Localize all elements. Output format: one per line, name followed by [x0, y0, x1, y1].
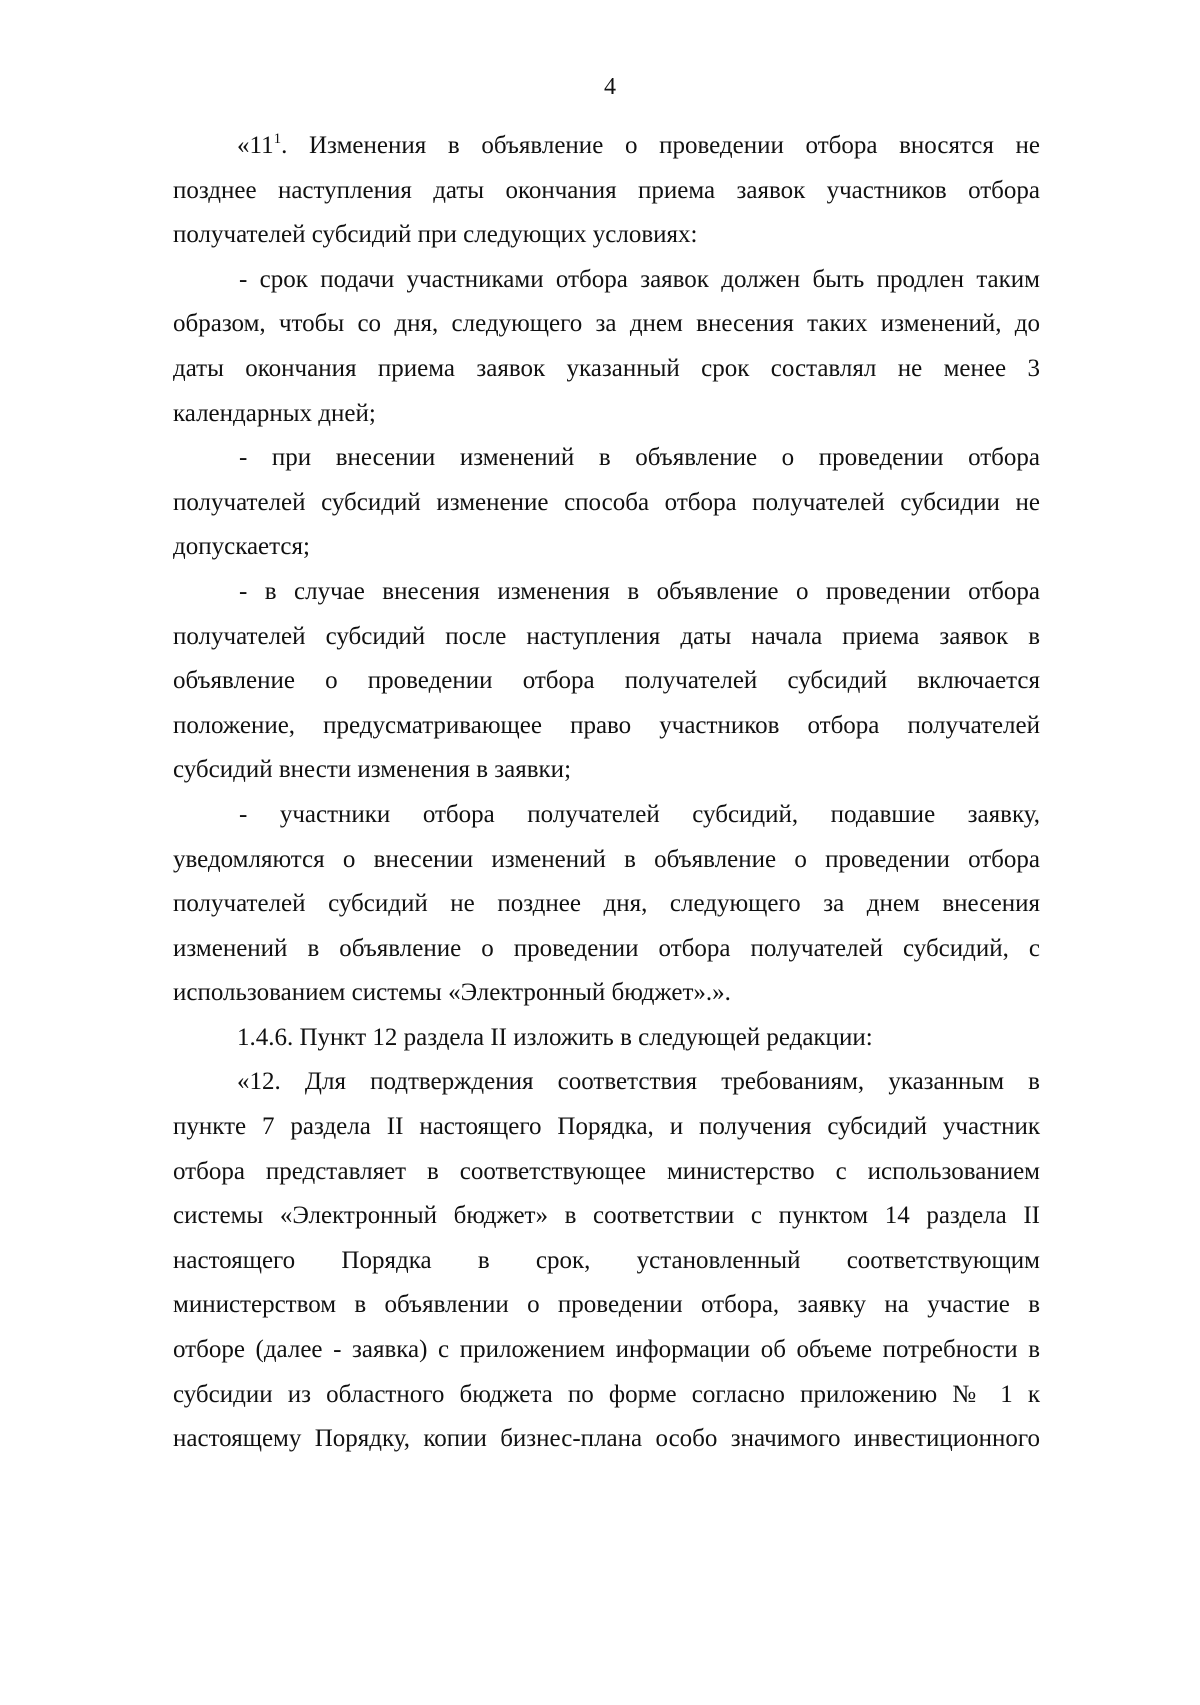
text-line: позднее наступления даты окончания приема заявок участников отбора: [173, 176, 1040, 204]
text-line: даты окончания приема заявок указанный срок составлял не менее 3: [173, 354, 1040, 382]
paragraph-bullet-notify: [173, 793, 1040, 1016]
text-line: получателей субсидий после наступления даты начала приема заявок в: [173, 622, 1040, 650]
text-line: - при внесении изменений в объявление о проведении отбора: [239, 444, 1040, 472]
text-line: изменений в объявление о проведении отбора получателей субсидий, с: [173, 934, 1040, 962]
text-line: пункте 7 раздела II настоящего Порядка, и получения субсидий участник: [173, 1113, 1040, 1141]
text-line: министерством в объявлении о проведении отбора, заявку на участие в: [173, 1291, 1040, 1319]
text-line: допускается;: [173, 533, 310, 561]
text-line: настоящему Порядку, копии бизнес-плана особо значимого инвестиционного: [173, 1425, 1040, 1453]
text-line: «12. Для подтверждения соответствия требованиям, указанным в: [237, 1068, 1040, 1096]
paragraph-11-1: [173, 124, 1040, 258]
paragraph-bullet-changes: [173, 570, 1040, 793]
text-line: календарных дней;: [173, 399, 376, 427]
document-body: [173, 124, 1040, 1462]
paragraph-12: [173, 1060, 1040, 1461]
text-line: системы «Электронный бюджет» в соответствии с пунктом 14 раздела II: [173, 1202, 1040, 1230]
text-line: отборе (далее - заявка) с приложением информации об объеме потребности в: [173, 1336, 1040, 1364]
text-line: положение, предусматривающее право участников отбора получателей: [173, 711, 1040, 739]
text-line: [173, 124, 1040, 169]
text-line: объявление о проведении отбора получателей субсидий включается: [173, 667, 1040, 695]
text-line: - срок подачи участниками отбора заявок должен быть продлен таким: [239, 265, 1040, 293]
text-line: отбора представляет в соответствующее министерство с использованием: [173, 1157, 1040, 1185]
text-line: настоящего Порядка в срок, установленный соответствующим: [173, 1246, 1040, 1274]
text-line: получателей субсидий при следующих условиях:: [173, 221, 698, 249]
text-line: - в случае внесения изменения в объявление о проведении отбора: [239, 577, 1040, 605]
paragraph-bullet-deadline: [173, 258, 1040, 436]
text-fragment: . Изменения в объявление о проведении отбора вносятся не: [281, 132, 1040, 159]
paragraph-1-4-6: [173, 1016, 1040, 1061]
text-line: использованием системы «Электронный бюджет».».: [173, 979, 731, 1007]
text-line: субсидий внести изменения в заявки;: [173, 756, 572, 784]
text-line: образом, чтобы со дня, следующего за днем внесения таких изменений, до: [173, 310, 1040, 338]
clause-number: «11: [237, 132, 274, 159]
paragraph-bullet-method: [173, 436, 1040, 570]
text-line: - участники отбора получателей субсидий, подавшие заявку,: [239, 800, 1040, 828]
page-number: 4: [604, 74, 616, 100]
text-line: уведомляются о внесении изменений в объявление о проведении отбора: [173, 845, 1040, 873]
text-line: получателей субсидий не позднее дня, следующего за днем внесения: [173, 890, 1040, 918]
text-line: 1.4.6. Пункт 12 раздела II изложить в следующей редакции:: [237, 1023, 873, 1051]
text-line: субсидии из областного бюджета по форме согласно приложению № 1 к: [173, 1380, 1040, 1408]
clause-superscript: 1: [273, 131, 282, 147]
text-line: получателей субсидий изменение способа отбора получателей субсидии не: [173, 488, 1040, 516]
